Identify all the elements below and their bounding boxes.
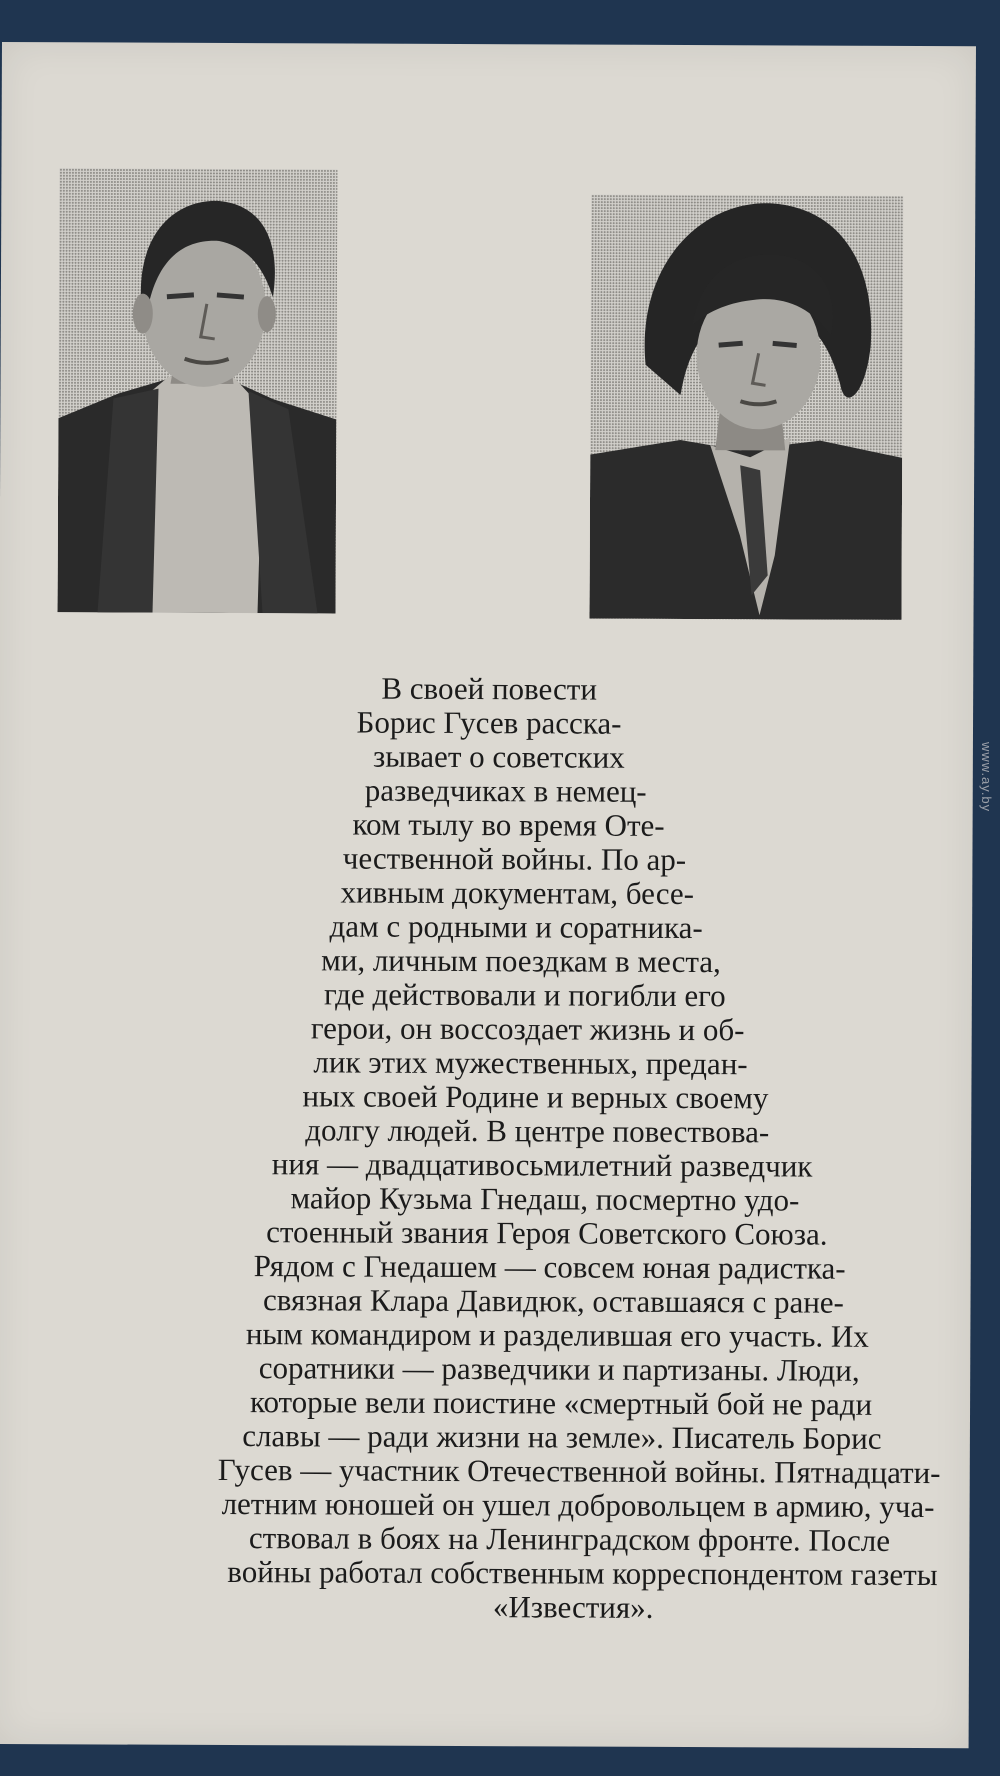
annotation-line: В своей повести [381, 670, 598, 707]
annotation-line: летним юношей он ушел добровольцем в армию, уча- [221, 1485, 935, 1525]
annotation-line: чественной войны. По ар- [342, 840, 687, 877]
annotation-line: дам с родными и соратника- [329, 908, 703, 946]
author-portrait-photo [58, 168, 338, 613]
annotation-line: Борис Гусев расска- [356, 704, 622, 741]
annotation-line: ми, личным поездкам в места, [321, 942, 721, 980]
annotation-line: майор Кузьма Гнедаш, посмертно удо- [290, 1180, 800, 1218]
annotation-line: соратники — разведчики и партизаны. Люди, [258, 1350, 860, 1388]
girl-portrait-illustration [589, 195, 903, 620]
annotation-line: хивным документам, бесе- [340, 874, 695, 912]
annotation-line: Гусев — участник Отечественной войны. Пятнадцати- [217, 1451, 941, 1491]
annotation-line: ных своей Родине и верных своему [302, 1078, 769, 1116]
annotation-line: ния — двадцативосьмилетний разведчик [271, 1146, 813, 1184]
annotation-line: ным командиром и разделившая его участь. Их [245, 1316, 869, 1354]
annotation-line: долгу людей. В центре повествова- [305, 1112, 770, 1150]
annotation-line: войны работал собственным корреспондентом газеты [227, 1553, 938, 1593]
annotation-line: лик этих мужественных, предан- [313, 1044, 748, 1082]
book-page [0, 42, 976, 1748]
annotation-line: зывает о советских [372, 738, 625, 775]
annotation-line: ствовал в боях на Ленинградском фронте. После [248, 1520, 891, 1558]
annotation-line: ком тылу во время Оте- [352, 806, 665, 843]
man-portrait-illustration [58, 168, 338, 613]
annotation-line: «Известия». [492, 1589, 654, 1625]
annotation-line: герои, он воссоздает жизнь и об- [310, 1010, 745, 1048]
heroine-portrait-photo [589, 195, 903, 620]
annotation-line: которые вели поистине «смертный бой не ради [249, 1384, 873, 1422]
annotation-text [55, 670, 941, 1626]
annotation-line: где действовали и погибли его [323, 976, 726, 1014]
annotation-line: разведчиках в немец- [364, 772, 647, 809]
annotation-line: славы — ради жизни на земле». Писатель Борис [242, 1418, 882, 1456]
watermark-text: www.ay.by [979, 742, 994, 813]
annotation-line: связная Клара Давидюк, оставшаяся с ране- [263, 1282, 845, 1320]
annotation-line: Рядом с Гнедашем — совсем юная радистка- [253, 1248, 846, 1286]
annotation-line: стоенный звания Героя Советского Союза. [266, 1214, 828, 1252]
